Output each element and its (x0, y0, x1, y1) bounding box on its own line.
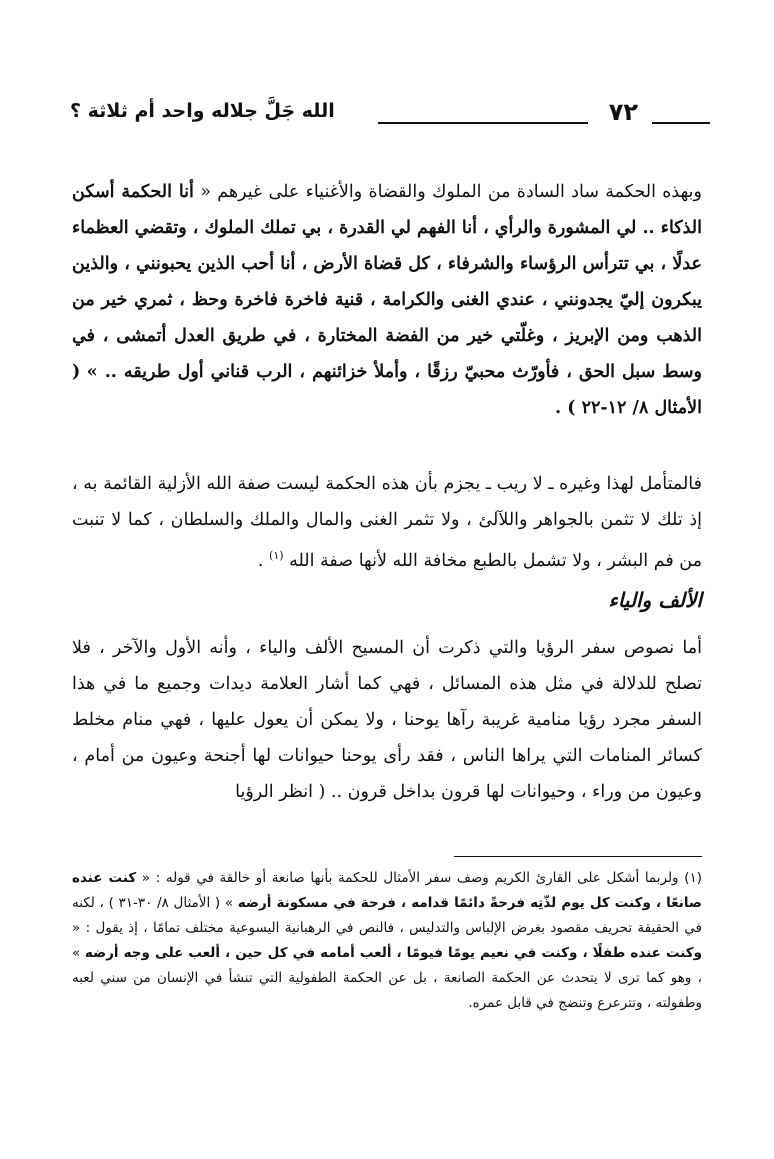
paragraph-reflection (72, 466, 702, 579)
reflection-end: . (257, 550, 270, 571)
page-number: ٧٢ (608, 98, 638, 126)
running-title: الله جَلَّ جلاله واحد أم ثلاثة ؟ (70, 100, 335, 122)
footnote-text-b: » ( الأمثال ٨/ ٣٠-٣١ ) ، لكنه في الحقيقة تحريف مقصود بغرض الإلباس والتدليس ، فالنص في الرهبانية اليسوعية مختلف تمامًا ، إذ يقول : « (72, 895, 702, 936)
footnote-quote-b: وكنت عنده طفلًا ، وكنت في نعيم يومًا فيومًا ، ألعب أمامه في كل حين ، ألعب على وجه أرضه (84, 945, 702, 961)
footnote-text-a: (١) ولربما أشكل على القارئ الكريم وصف سفر الأمثال للحكمة بأنها صانعة أو خالقة في قوله : « (136, 870, 703, 886)
header-rule-middle (378, 122, 588, 124)
proverbs-quote: أنا الحكمة أسكن الذكاء .. لي المشورة والرأي ، أنا الفهم لي القدرة ، بي تملك الملوك ، وتقضي العظماء عدلًا ، بي تترأس الرؤساء والشرفاء ، كل قضاة الأرض ، أنا أحب الذين يحبونني ، والذين يبكرون إليّ يجدونني ، عندي الغنى والكرامة ، قنية فاخرة فاخرة وحظ ، ثمري خير من الذهب ومن الإبريز ، وغلّتي خير من الفضة المختارة ، في طريق العدل أتمشى ، في وسط سبل الحق ، فأورّث محبيّ رزقًا ، وأملأ خزائنهم ، الرب قناني أول طريقه .. » (72, 182, 702, 382)
running-header (70, 98, 710, 138)
footnote-marker: (١) (269, 549, 284, 562)
footnote-text-c: » ، وهو كما ترى لا يتحدث عن الحكمة الصانعة ، بل عن الحكمة الطفولية التي تنشأ في الإنسان من سني لعبه وطفولته ، وتترعرع وتنضج في قابل عمره. (72, 945, 702, 1011)
paragraph-wisdom-quote (72, 174, 702, 426)
footnote-separator (454, 856, 702, 857)
footnote (72, 866, 702, 1016)
section-heading: الألف والياء (608, 588, 702, 612)
footnote-quote-a: كنت عنده صانعًا ، وكنت كل يوم لذّتِه فرحةً دائمًا قدامه ، فرحة في مسكونة أرضه (72, 870, 702, 911)
proverbs-reference: ( الأمثال ٨/ ١٢-٢٢ ) . (72, 362, 702, 418)
paragraph-revelation (72, 630, 702, 810)
reflection-text: فالمتأمل لهذا وغيره ـ لا ريب ـ يجزم بأن هذه الحكمة ليست صفة الله الأزلية القائمة به ، إذ تلك لا تثمن بالجواهر واللآلئ ، ولا تثمر الغنى والمال والملك والسلطان ، كما لا تنبت من فم البشر ، ولا تشمل بالطبع مخافة الله لأنها صفة الله (72, 474, 702, 571)
header-rule-right (652, 122, 710, 124)
revelation-text: أما نصوص سفر الرؤيا والتي ذكرت أن المسيح الألف والياء ، وأنه الأول والآخر ، فلا تصلح للدلالة في مثل هذه المسائل ، فهي كما أشار العلامة ديدات وجميع ما في هذا السفر مجرد رؤيا منامية غريبة رآها يوحنا ، ولا يمكن أن يعول عليها ، فهي منام مخلط كسائر المنامات التي يراها الناس ، فقد رأى يوحنا حيوانات لها أجنحة وعيون من أمام ، وعيون من وراء ، وحيوانات لها قرون بداخل قرون .. ( انظر الرؤيا (72, 638, 702, 802)
paragraph-intro: وبهذه الحكمة ساد السادة من الملوك والقضاة والأغنياء على غيرهم « (193, 182, 702, 202)
